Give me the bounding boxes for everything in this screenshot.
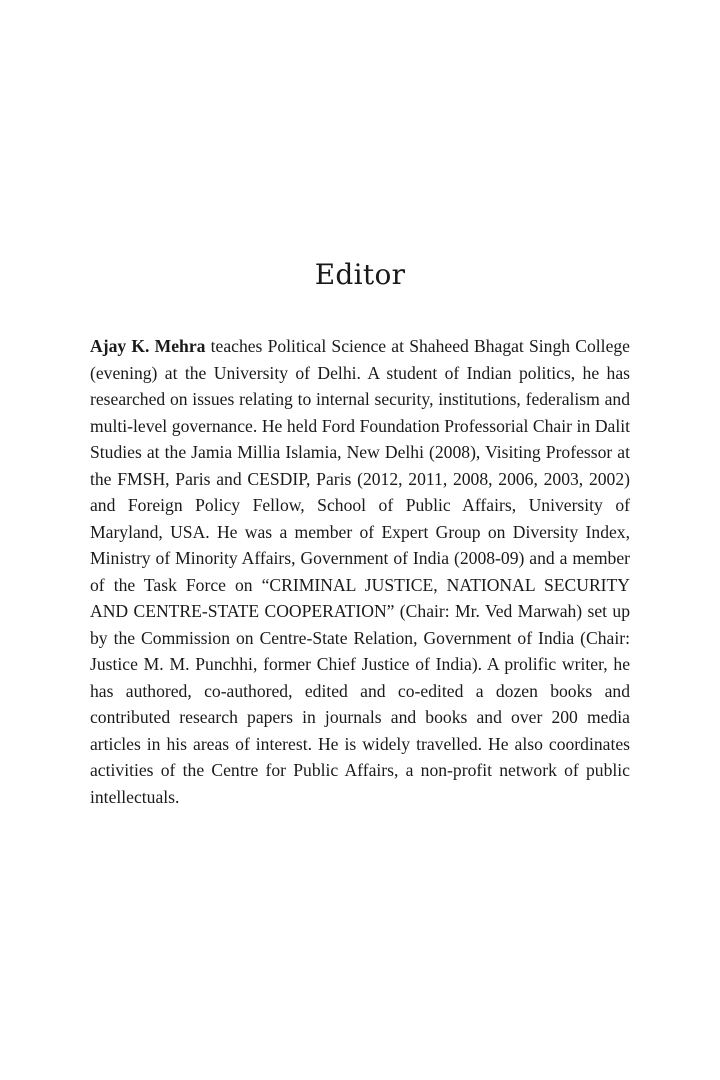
editor-name: Ajay K. Mehra <box>90 336 206 356</box>
editor-bio-text: teaches Political Science at Shaheed Bhagat Singh College (evening) at the University of Delhi. A student of Indian politics, he has researched on issues relating to internal security, institutions, federalism and multi-level governance. He held Ford Foundation Professorial Chair in Dalit Studies at the Jamia Millia Islamia, New Delhi (2008), Visiting Professor at the FMSH, Paris and CESDIP, Paris (2012, 2011, 2008, 2006, 2003, 2002) and Foreign Policy Fellow, School of Public Affairs, University of Maryland, USA. He was a member of Expert Group on Diversity Index, Ministry of Minority Affairs, Government of India (2008-09) and a member of the Task Force on “CRIMINAL JUSTICE, NATIONAL SECURITY AND CENTRE-STATE COOPERATION” (Chair: Mr. Ved Marwah) set up by the Commission on Centre-State Relation, Government of India (Chair: Justice M. M. Punchhi, former Chief Justice of India). A prolific writer, he has authored, co-authored, edited and co-edited a dozen books and contributed research papers in journals and books and over 200 media articles in his areas of interest. He is widely travelled. He also coordinates activities of the Centre for Public Affairs, a non-profit network of public intellectuals. <box>90 336 630 807</box>
editor-bio <box>90 333 630 810</box>
page-title: Editor <box>314 258 406 291</box>
